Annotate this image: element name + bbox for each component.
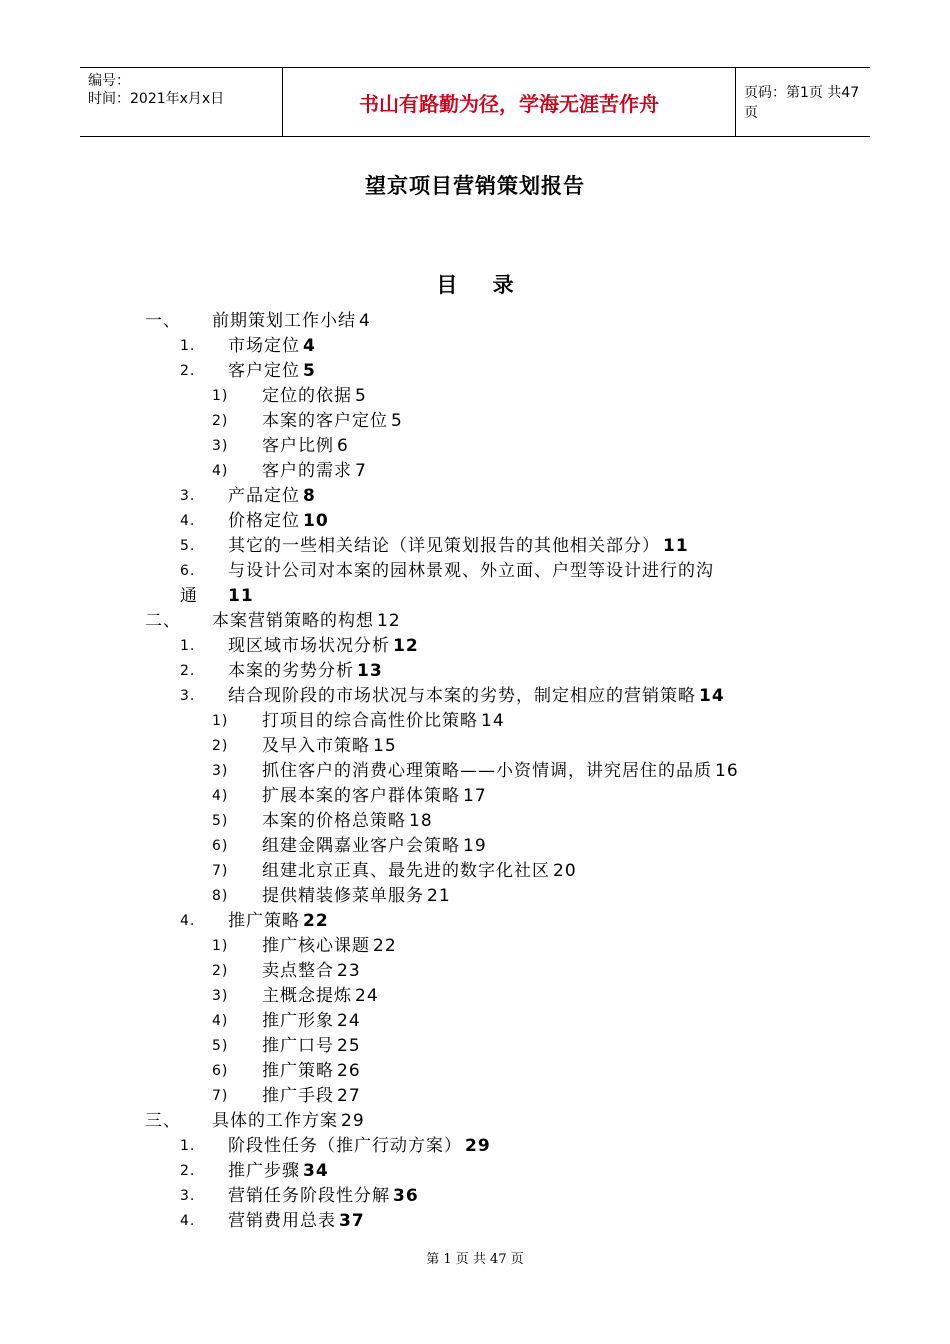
toc-entry-title: 推广策略 [228, 911, 300, 931]
toc-entry-number: 5) [212, 1038, 229, 1054]
toc-entry-title: 定位的依据 [262, 386, 352, 406]
toc-entry-page: 21 [427, 886, 451, 906]
toc-entry-title: 产品定位 [228, 486, 300, 506]
toc-entry-number: 4. [180, 1213, 196, 1229]
toc-entry-title: 主概念提炼 [262, 986, 352, 1006]
toc-entry-page: 4 [359, 311, 371, 331]
toc-entry-number: 4. [180, 913, 196, 929]
toc-entry-number: 2) [212, 738, 229, 754]
toc-entry-number: 2. [180, 663, 196, 679]
toc-entry-number: 3) [212, 763, 229, 779]
toc-entry-page: 14 [481, 711, 505, 731]
toc-entry-page: 13 [357, 661, 383, 681]
toc-entry-page: 12 [393, 636, 419, 656]
toc-entry-number: 4) [212, 463, 229, 479]
toc-entry-page: 10 [303, 511, 329, 531]
toc-entry-page: 34 [303, 1161, 329, 1181]
header-number-label: 编号： [88, 73, 130, 89]
toc-entry-title: 推广策略 [262, 1061, 334, 1081]
toc-entry-page: 5 [303, 361, 316, 381]
toc-entry-title: 市场定位 [228, 336, 300, 356]
toc-entry-title: 营销任务阶段性分解 [228, 1186, 390, 1206]
toc-entry-page: 22 [303, 911, 329, 931]
toc-entry-title: 具体的工作方案 [212, 1111, 338, 1131]
toc-entry-title: 本案的客户定位 [262, 411, 388, 431]
toc-entry-title: 及早入市策略 [262, 736, 370, 756]
toc-entry-number: 2) [212, 963, 229, 979]
toc-entry-page: 20 [553, 861, 577, 881]
toc-entry-title: 提供精装修菜单服务 [262, 886, 424, 906]
toc-entry-page: 18 [409, 811, 433, 831]
toc-entry-page: 23 [337, 961, 361, 981]
toc-entry-number: 一、 [145, 311, 181, 331]
toc-entry-page: 19 [463, 836, 487, 856]
page-footer: 第 1 页 共 47 页 [426, 1252, 524, 1267]
toc-entry-number: 5. [180, 538, 196, 554]
toc-entry-title: 推广形象 [262, 1011, 334, 1031]
toc-entry-page: 36 [393, 1186, 419, 1206]
toc-heading: 目 录 [436, 273, 528, 297]
toc-entry-page: 12 [377, 611, 401, 631]
header-meta [80, 68, 282, 136]
toc-entry-number: 3. [180, 488, 196, 504]
toc-entry-title: 组建金隅嘉业客户会策略 [262, 836, 460, 856]
toc-entry-title-continued [180, 584, 254, 609]
toc-entry-title: 抓住客户的消费心理策略——小资情调，讲究居住的品质 [262, 761, 712, 781]
toc-entry-title: 其它的一些相关结论（详见策划报告的其他相关部分） [228, 536, 660, 556]
toc-entry-page: 37 [339, 1211, 365, 1231]
toc-entry-title: 客户定位 [228, 361, 300, 381]
toc-entry-number: 5) [212, 813, 229, 829]
toc-entry-title: 阶段性任务（推广行动方案） [228, 1136, 462, 1156]
toc-entry-title: 客户的需求 [262, 461, 352, 481]
toc-entry-number: 三、 [145, 1111, 181, 1131]
toc-entry-page: 8 [303, 486, 316, 506]
toc-entry-number: 4) [212, 788, 229, 804]
toc-entry-title: 扩展本案的客户群体策略 [262, 786, 460, 806]
toc-entry-title: 营销费用总表 [228, 1211, 336, 1231]
toc-entry-number: 3) [212, 988, 229, 1004]
toc-entry-page: 14 [699, 686, 725, 706]
toc-entry-title: 推广核心课题 [262, 936, 370, 956]
toc-entry-title: 结合现阶段的市场状况与本案的劣势，制定相应的营销策略 [228, 686, 696, 706]
toc-entry-page: 16 [715, 761, 739, 781]
toc-entry-title: 推广手段 [262, 1086, 334, 1106]
toc-entry-page: 22 [373, 936, 397, 956]
toc-entry-page: 24 [337, 1011, 361, 1031]
toc-entry-page: 7 [355, 461, 367, 481]
toc-entry-number: 1. [180, 638, 196, 654]
page-header [80, 67, 870, 137]
toc-entry-number: 2. [180, 363, 196, 379]
toc-entry-title: 推广步骤 [228, 1161, 300, 1181]
toc-entry-title: 组建北京正真、最先进的数字化社区 [262, 861, 550, 881]
toc-entry-number: 7) [212, 1088, 229, 1104]
toc-entry-page: 11 [663, 536, 689, 556]
toc-entry-number: 1) [212, 388, 229, 404]
toc-entry-title: 价格定位 [228, 511, 300, 531]
toc-entry-number: 6. [180, 563, 196, 579]
toc-entry-number: 8) [212, 888, 229, 904]
header-time-label: 时间：2021年x月x日 [88, 91, 225, 107]
toc-entry-page: 6 [337, 436, 349, 456]
toc-entry-title: 本案营销策略的构想 [212, 611, 374, 631]
toc-entry-number: 3) [212, 438, 229, 454]
toc-entry-page: 17 [463, 786, 487, 806]
toc-entry-page: 29 [465, 1136, 491, 1156]
toc-entry-page: 4 [303, 336, 316, 356]
toc-entry-page: 15 [373, 736, 397, 756]
toc-entry-title-tail: 通 [180, 586, 198, 606]
toc-entry-title: 前期策划工作小结 [212, 311, 356, 331]
toc-entry-page: 26 [337, 1061, 361, 1081]
toc-entry-number: 4. [180, 513, 196, 529]
document-title: 望京项目营销策划报告 [365, 174, 585, 198]
toc-entry-title: 现区域市场状况分析 [228, 636, 390, 656]
toc-entry-title: 本案的价格总策略 [262, 811, 406, 831]
toc-entry-title: 本案的劣势分析 [228, 661, 354, 681]
toc-entry-page: 24 [355, 986, 379, 1006]
toc-entry-page: 27 [337, 1086, 361, 1106]
header-page-info: 页码：第1页 共47页 [744, 85, 860, 121]
toc-entry-number: 1) [212, 713, 229, 729]
toc-entry-number: 2) [212, 413, 229, 429]
toc-entry-number: 6) [212, 838, 229, 854]
toc-entry-title: 打项目的综合高性价比策略 [262, 711, 478, 731]
toc-entry-number: 4) [212, 1013, 229, 1029]
toc-entry-title: 推广口号 [262, 1036, 334, 1056]
toc-entry-number: 2. [180, 1163, 196, 1179]
toc-entry-number: 1. [180, 338, 196, 354]
toc-entry-number: 1) [212, 938, 229, 954]
toc-entry-page: 25 [337, 1036, 361, 1056]
toc-entry-number: 1. [180, 1138, 196, 1154]
toc-entry-number: 二、 [145, 611, 181, 631]
toc-entry-title: 与设计公司对本案的园林景观、外立面、户型等设计进行的沟 [228, 561, 714, 581]
toc-entry-page: 5 [391, 411, 403, 431]
toc-entry-number: 3. [180, 688, 196, 704]
toc-entry-page: 5 [355, 386, 367, 406]
toc-entry-title: 卖点整合 [262, 961, 334, 981]
toc-entry-number: 3. [180, 1188, 196, 1204]
toc-entry-number: 6) [212, 1063, 229, 1079]
toc-entry-number: 7) [212, 863, 229, 879]
toc-entry-page: 11 [228, 586, 254, 606]
toc-entry-title: 客户比例 [262, 436, 334, 456]
toc-entry-page: 29 [341, 1111, 365, 1131]
header-motto: 书山有路勤为径，学海无涯苦作舟 [282, 68, 736, 136]
